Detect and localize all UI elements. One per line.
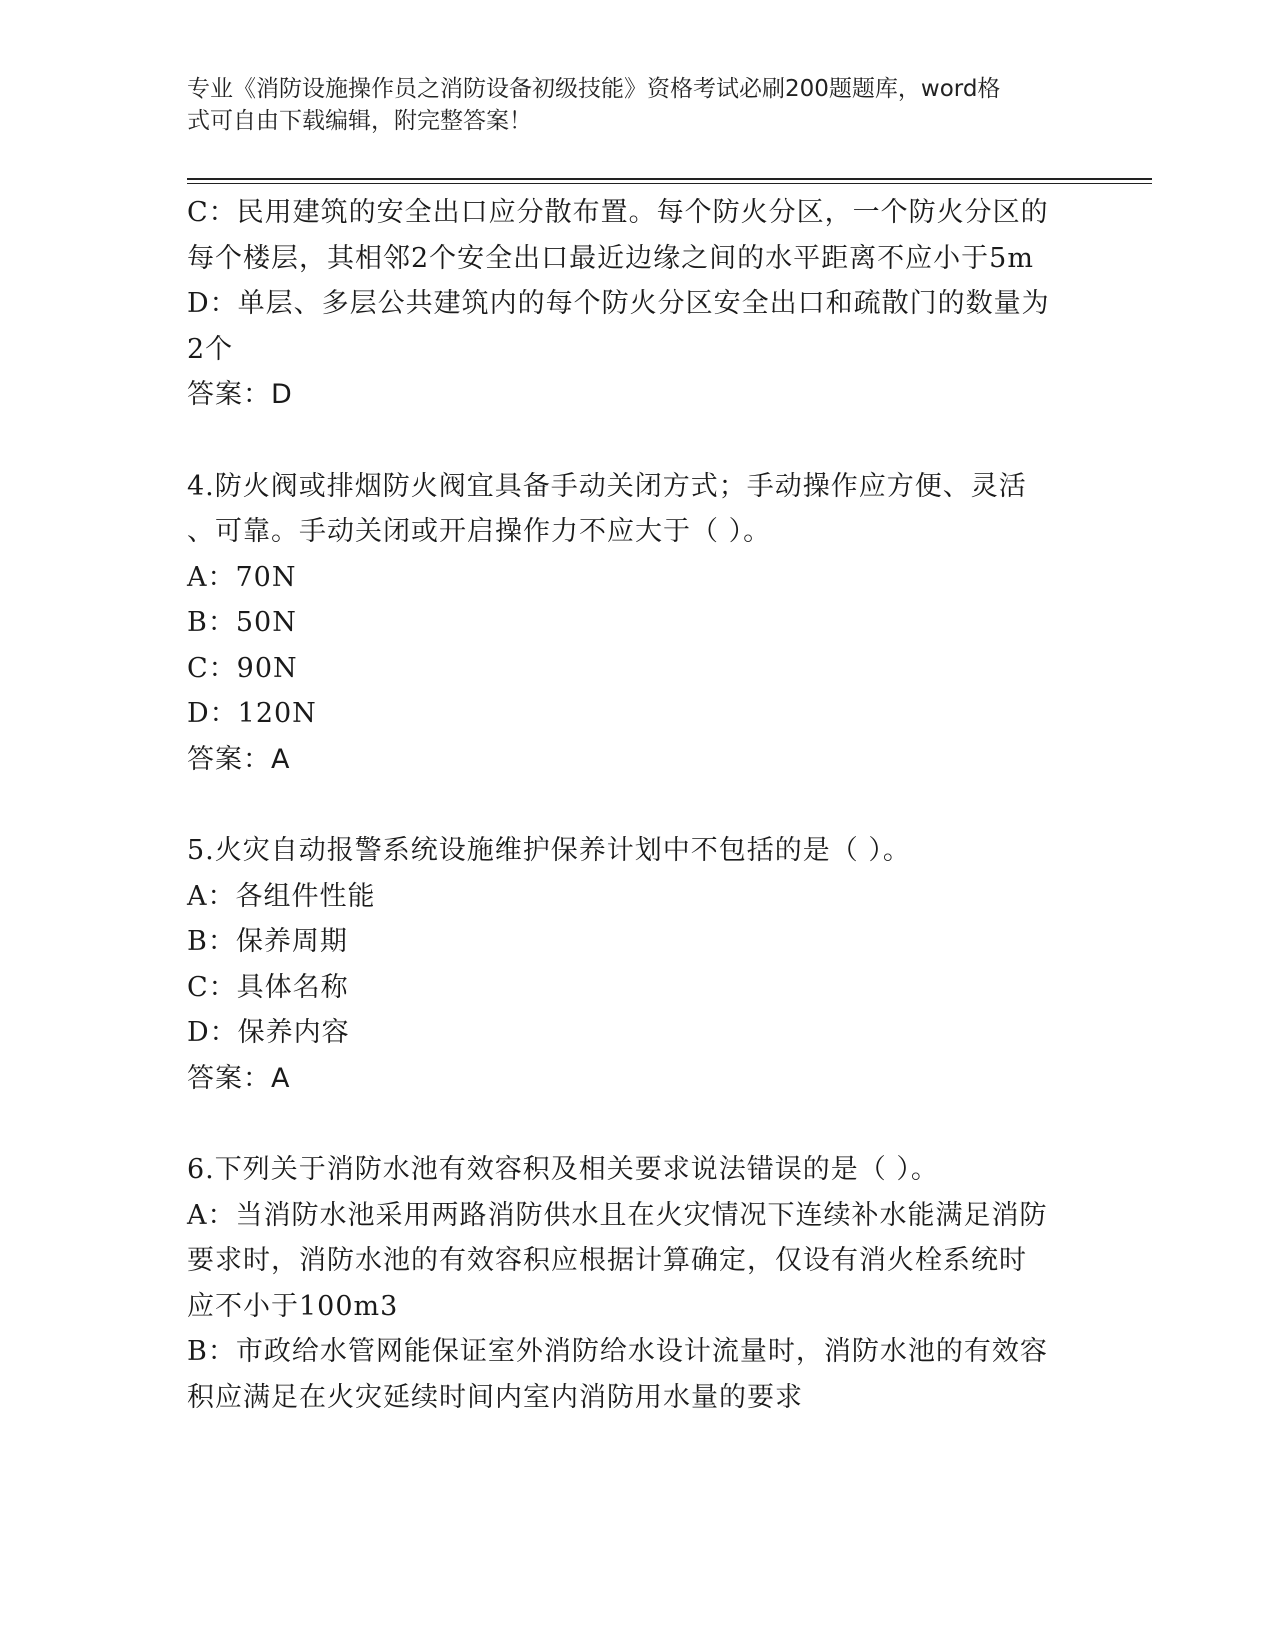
header-line-2: 式可自由下载编辑，附完整答案！ — [187, 108, 532, 134]
option-a: A：70N — [187, 561, 297, 593]
option-d: D：120N — [187, 698, 317, 729]
header-line-1: 专业《消防设施操作员之消防设备初级技能》资格考试必刷200题题库，word格 — [187, 76, 1001, 102]
question-content — [187, 190, 1067, 1420]
question-5 — [187, 828, 1067, 1101]
option-d-line-1: D：单层、多层公共建筑内的每个防火分区安全出口和疏散门的数量为 — [187, 288, 1050, 319]
option-b-line-2: 积应满足在火灾延续时间内室内消防用水量的要求 — [187, 1381, 803, 1413]
question-text: 5.火灾自动报警系统设施维护保养计划中不包括的是（ ）。 — [187, 835, 911, 866]
option-c: C：具体名称 — [187, 971, 349, 1003]
option-c: C：90N — [187, 652, 298, 684]
option-a-line-3: 应不小于100m3 — [187, 1290, 399, 1322]
option-b: B：保养周期 — [187, 926, 348, 957]
question-text-line-1: 4.防火阀或排烟防火阀宜具备手动关闭方式；手动操作应方便、灵活 — [187, 470, 1027, 502]
question-6 — [187, 1147, 1067, 1420]
spacer — [187, 418, 1067, 464]
option-c-line-1: C：民用建筑的安全出口应分散布置。每个防火分区，一个防火分区的 — [187, 197, 1049, 228]
question-text: 6.下列关于消防水池有效容积及相关要求说法错误的是（ ）。 — [187, 1154, 939, 1185]
answer: 答案：A — [187, 743, 291, 775]
header-divider-thin — [187, 183, 1152, 184]
spacer — [187, 1101, 1067, 1147]
option-a: A：各组件性能 — [187, 880, 376, 912]
answer: 答案：D — [187, 379, 293, 410]
document-header — [187, 73, 1057, 137]
option-b-line-1: B：市政给水管网能保证室外消防给水设计流量时，消防水池的有效容 — [187, 1336, 1048, 1367]
option-d: D：保养内容 — [187, 1017, 350, 1048]
option-c-line-2: 每个楼层，其相邻2个安全出口最近边缘之间的水平距离不应小于5m — [187, 242, 1034, 274]
option-d-line-2: 2个 — [187, 333, 234, 365]
option-b: B：50N — [187, 607, 297, 638]
question-text-line-2: 、可靠。手动关闭或开启操作力不应大于（ ）。 — [187, 516, 772, 547]
header-divider-thick — [187, 178, 1152, 180]
question-3-continued — [187, 190, 1067, 418]
answer: 答案：A — [187, 1062, 291, 1094]
question-4 — [187, 464, 1067, 783]
spacer — [187, 782, 1067, 828]
option-a-line-1: A：当消防水池采用两路消防供水且在火灾情况下连续补水能满足消防 — [187, 1199, 1048, 1231]
option-a-line-2: 要求时，消防水池的有效容积应根据计算确定，仅设有消火栓系统时 — [187, 1245, 1027, 1276]
